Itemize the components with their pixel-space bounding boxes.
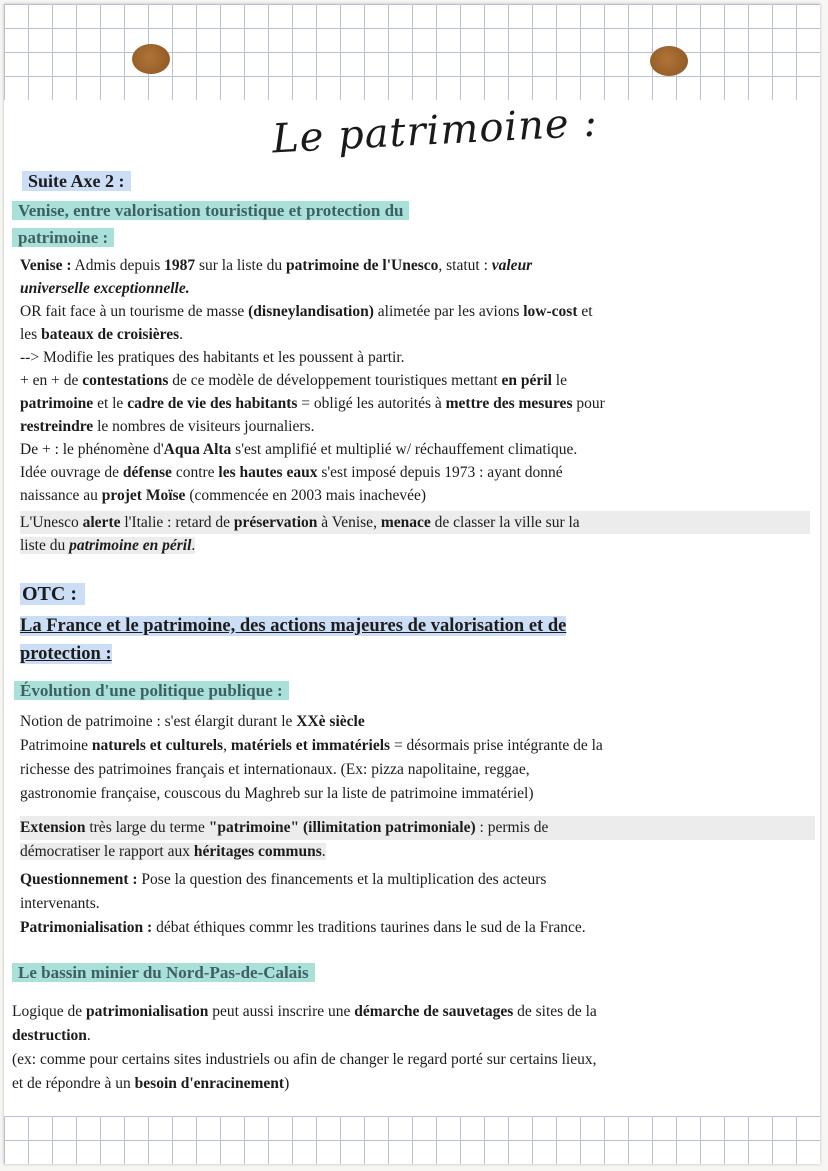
venise-para-4c: restreindre le nombres de visiteurs journaliers. bbox=[20, 418, 315, 435]
evolution-para-2c: gastronomie française, couscous du Maghreb sur la liste de patrimoine immatériel) bbox=[20, 785, 534, 802]
otc-title bbox=[20, 612, 810, 668]
otc-title-line1: La France et le patrimoine, des actions majeures de valorisation et de bbox=[20, 616, 567, 636]
evolution-para-4b: intervenants. bbox=[20, 895, 100, 912]
venise-para-2: OR fait face à un tourisme de masse (disneylandisation) alimetée par les avions low-cost et bbox=[20, 303, 593, 320]
venise-para-4b: patrimoine et le cadre de vie des habitants = obligé les autorités à mettre des mesures pour bbox=[20, 395, 605, 412]
otc-label-text: OTC : bbox=[20, 583, 85, 605]
venise-para-6: Idée ouvrage de défense contre les hautes eaux s'est imposé depuis 1973 : ayant donné bbox=[20, 464, 563, 481]
page-title: Le patrimoine : bbox=[271, 99, 599, 163]
venise-heading-line2: patrimoine : bbox=[12, 228, 114, 247]
evolution-heading-text: Évolution d'une politique publique : bbox=[14, 681, 289, 700]
venise-para-6b: naissance au projet Moïse (commencée en 2003 mais inachevée) bbox=[20, 487, 427, 504]
evolution-para-3: Extension très large du terme "patrimoine" (illimitation patrimoniale) : permis de bbox=[20, 816, 815, 840]
punch-hole-left bbox=[132, 44, 170, 74]
evolution-para-2: Patrimoine naturels et culturels, matériels et immatériels = désormais prise intégrante de la bbox=[20, 737, 603, 754]
suite-axe-label bbox=[22, 170, 131, 193]
venise-heading bbox=[12, 198, 409, 252]
bassin-para-2b: et de répondre à un besoin d'enracinement) bbox=[12, 1075, 290, 1092]
venise-para-1: Venise : Admis depuis 1987 sur la liste du patrimoine de l'Unesco, statut : valeur bbox=[20, 257, 533, 274]
grid-footer bbox=[4, 1116, 820, 1164]
suite-axe-text: Suite Axe 2 : bbox=[22, 171, 131, 191]
venise-para-7: L'Unesco alerte l'Italie : retard de préservation à Venise, menace de classer la ville sur la bbox=[20, 511, 810, 534]
punch-hole-right bbox=[650, 46, 688, 76]
bassin-para-2: (ex: comme pour certains sites industriels ou afin de changer le regard porté sur certains lieux, bbox=[12, 1051, 597, 1068]
bassin-body bbox=[12, 1000, 812, 1096]
venise-para-3: --> Modifie les pratiques des habitants et les poussent à partir. bbox=[20, 349, 405, 366]
evolution-para-5: Patrimonialisation : débat éthiques commr les traditions taurines dans le sud de la France. bbox=[20, 919, 586, 936]
otc-title-line2: protection : bbox=[20, 644, 112, 664]
venise-para-1b: universelle exceptionnelle. bbox=[20, 280, 190, 297]
bassin-para-1b: destruction. bbox=[12, 1027, 91, 1044]
bassin-para-1: Logique de patrimonialisation peut aussi inscrire une démarche de sauvetages de sites de la bbox=[12, 1003, 597, 1020]
evolution-para-2b: richesse des patrimoines français et internationaux. (Ex: pizza napolitaine, reggae, bbox=[20, 761, 530, 778]
venise-para-5: De + : le phénomène d'Aqua Alta s'est amplifié et multiplié w/ réchauffement climatique. bbox=[20, 441, 578, 458]
bassin-heading-text: Le bassin minier du Nord-Pas-de-Calais bbox=[12, 963, 315, 982]
grid-header bbox=[4, 4, 820, 100]
venise-heading-line1: Venise, entre valorisation touristique et protection du bbox=[12, 201, 409, 220]
evolution-para-1: Notion de patrimoine : s'est élargit durant le XXè siècle bbox=[20, 713, 365, 730]
venise-para-7b: liste du patrimoine en péril. bbox=[20, 537, 196, 554]
otc-label bbox=[20, 580, 85, 608]
venise-body bbox=[20, 254, 810, 557]
evolution-body bbox=[20, 710, 815, 940]
evolution-para-3b: démocratiser le rapport aux héritages communs. bbox=[20, 843, 326, 860]
venise-para-4: + en + de contestations de ce modèle de développement touristiques mettant en péril le bbox=[20, 372, 567, 389]
bassin-heading bbox=[12, 960, 315, 987]
evolution-heading bbox=[14, 678, 289, 705]
evolution-para-4: Questionnement : Pose la question des financements et la multiplication des acteurs bbox=[20, 871, 547, 888]
venise-para-2b: les bateaux de croisières. bbox=[20, 326, 184, 343]
